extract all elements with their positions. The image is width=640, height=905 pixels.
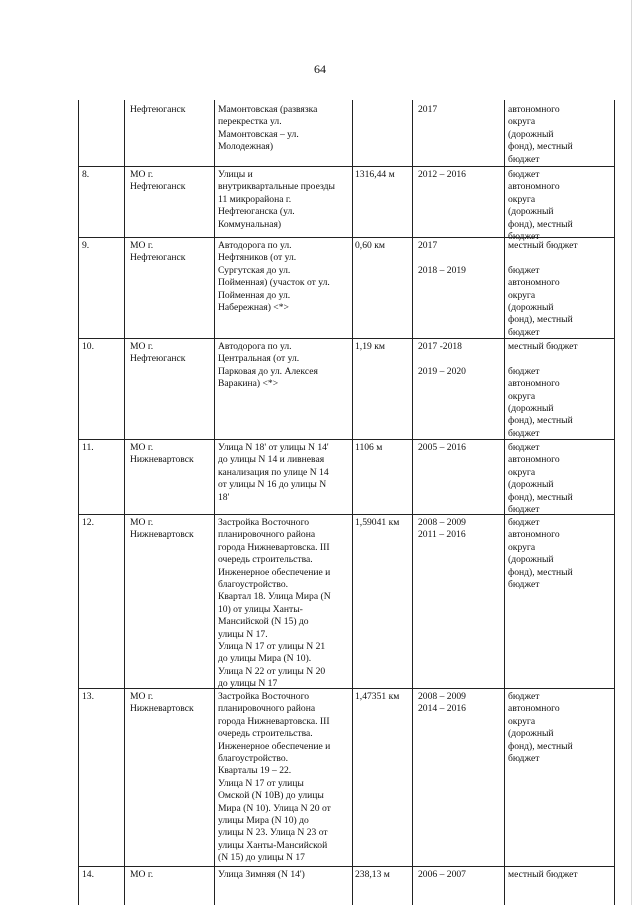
- years-cell: 2017 2018 – 2019: [418, 240, 466, 276]
- table-rule: [412, 100, 413, 905]
- years-cell: 2017 -2018 2019 – 2020: [418, 341, 466, 377]
- municipality-cell: Нефтеюганск: [130, 104, 186, 115]
- length-cell: 1,19 км: [355, 341, 385, 352]
- row-number: 14.: [82, 869, 94, 880]
- table-rule: [614, 100, 615, 905]
- length-cell: 238,13 м: [355, 869, 390, 880]
- municipality-cell: МО г.: [130, 869, 154, 880]
- row-number: 11.: [82, 442, 94, 453]
- length-cell: 1,59041 км: [355, 517, 400, 528]
- table-rule: [78, 100, 79, 905]
- table-rule: [78, 866, 614, 867]
- length-cell: 0,60 км: [355, 240, 385, 251]
- object-cell: Застройка Восточного планировочного района города Нижневартовска. III очередь строительства. Инженерное обеспечение и благоустройство. Квартал 18. Улица Мира (N 10) от улицы Ханты- Мансийской (N 15) до улицы N 17. Улица N 17 от улицы N 21 до улицы Мира (N 10). Улица N 22 от улицы N 20 до улицы N 17: [218, 517, 331, 690]
- table-rule: [214, 100, 215, 905]
- row-number: 12.: [82, 517, 94, 528]
- years-cell: 2008 – 2009 2011 – 2016: [418, 517, 466, 541]
- row-number: 13.: [82, 691, 94, 702]
- row-number: 10.: [82, 341, 94, 352]
- funding-cell: бюджет автономного округа (дорожный фонд), местный бюджет: [508, 169, 573, 243]
- funding-cell: местный бюджет бюджет автономного округа (дорожный фонд), местный бюджет: [508, 341, 578, 439]
- object-cell: Улицы и внутриквартальные проезды 11 микрорайона г. Нефтеюганска (ул. Коммунальная): [218, 169, 335, 230]
- length-cell: 1,47351 км: [355, 691, 400, 702]
- table-rule: [504, 100, 505, 905]
- object-cell: Автодорога по ул. Центральная (от ул. Парковая до ул. Алексея Варакина) <*>: [218, 341, 318, 390]
- years-cell: 2005 – 2016: [418, 442, 466, 453]
- years-cell: 2008 – 2009 2014 – 2016: [418, 691, 466, 715]
- years-cell: 2012 – 2016: [418, 169, 466, 180]
- page-number: 64: [314, 62, 326, 76]
- funding-cell: бюджет автономного округа (дорожный фонд), местный бюджет: [508, 517, 573, 591]
- funding-cell: бюджет автономного округа (дорожный фонд), местный бюджет: [508, 442, 573, 516]
- funding-cell: бюджет автономного округа (дорожный фонд), местный бюджет: [508, 691, 573, 765]
- row-number: 9.: [82, 240, 90, 251]
- municipality-cell: МО г. Нефтеюганск: [130, 341, 186, 365]
- object-cell: Автодорога по ул. Нефтяников (от ул. Сургутская до ул. Пойменная) (участок от ул. Пойменная до ул. Набережная) <*>: [218, 240, 330, 314]
- length-cell: 1316,44 м: [355, 169, 395, 180]
- funding-cell: автономного округа (дорожный фонд), местный бюджет: [508, 104, 573, 165]
- municipality-cell: МО г. Нижневартовск: [130, 691, 194, 715]
- length-cell: 1106 м: [355, 442, 383, 453]
- table-rule: [124, 100, 125, 905]
- scan-edge-line: [631, 0, 632, 905]
- years-cell: 2006 – 2007: [418, 869, 466, 880]
- table-rule: [78, 166, 614, 167]
- table-rule: [352, 100, 353, 905]
- municipality-cell: МО г. Нижневартовск: [130, 442, 194, 466]
- object-cell: Улица N 18' от улицы N 14' до улицы N 14 и ливневая канализация по улице N 14 от улицы N 16 до улицы N 18': [218, 442, 329, 503]
- municipality-cell: МО г. Нефтеюганск: [130, 240, 186, 264]
- funding-cell: местный бюджет: [508, 869, 578, 880]
- object-cell: Улица Зимняя (N 14'): [218, 869, 305, 880]
- funding-cell: местный бюджет бюджет автономного округа (дорожный фонд), местный бюджет: [508, 240, 578, 338]
- municipality-cell: МО г. Нефтеюганск: [130, 169, 186, 193]
- object-cell: Застройка Восточного планировочного района города Нижневартовска. III очередь строительства. Инженерное обеспечение и благоустройство. Кварталы 19 – 22. Улица N 17 от улицы Омской (N 10В) до улицы Мира (N 10). Улица N 20 от улицы Мира (N 10) до улицы N 23. Улица N 23 от улицы Ханты-Мансийской (N 15) до улицы N 17: [218, 691, 331, 864]
- row-number: 8.: [82, 169, 90, 180]
- object-cell: Мамонтовская (развязка перекрестка ул. Мамонтовская – ул. Молодежная): [218, 104, 318, 153]
- municipality-cell: МО г. Нижневартовск: [130, 517, 194, 541]
- years-cell: 2017: [418, 104, 438, 115]
